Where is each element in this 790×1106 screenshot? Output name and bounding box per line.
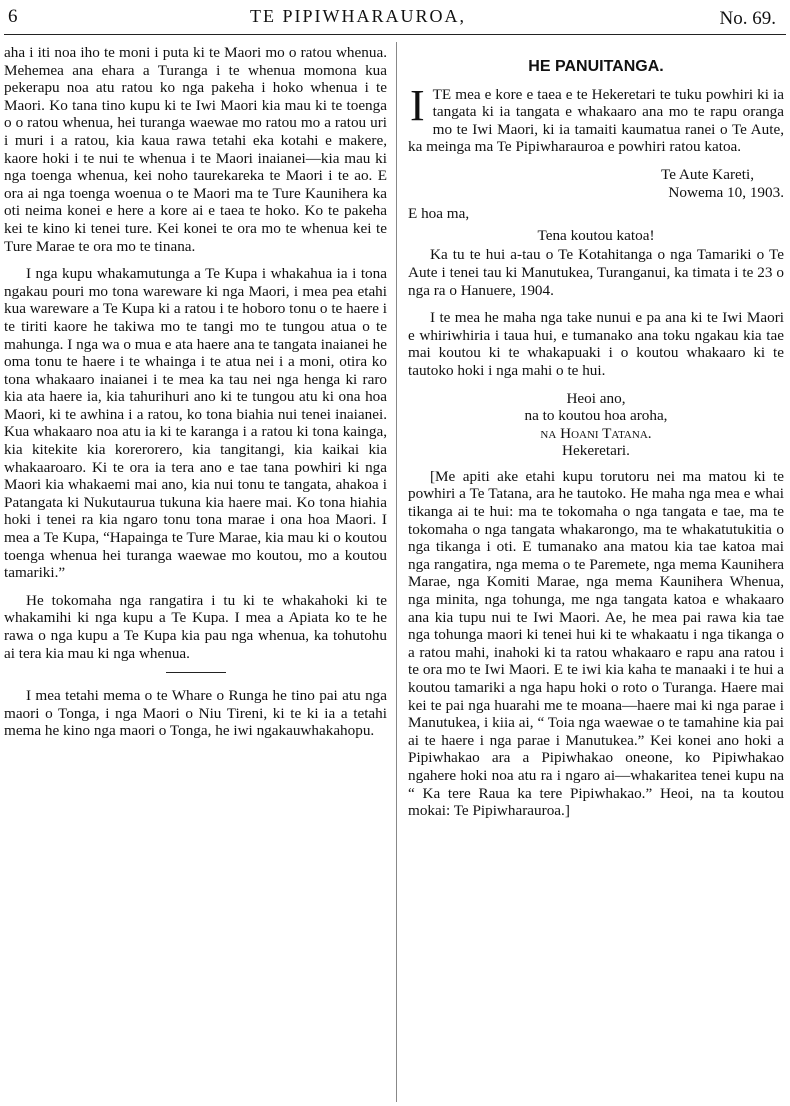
right-paragraph-2: I te mea he maha nga take nunui e pa ana ki te Iwi Maori e whiriwhiria i taua hui, e tumanako ana toku ngakau kia tae mai koutou ki te whakapuaki i o koutou whakaaro ki te tautoko hoki i nga mahi o te hui. [408,309,784,379]
right-paragraph-1: Ka tu te hui a-tau o Te Kotahitanga o nga Tamariki o Te Aute i tenei tau ki Manutukea, Turanganui, ka timata i te 23 o nga ra o Hanuere, 1904. [408,246,784,299]
salutation: E hoa ma, [408,205,470,223]
page-header [0,0,790,36]
left-paragraph-1: aha i iti noa iho te moni i puta ki te Maori mo o ratou whenua. Mehemea ana ehara a Turanga i te whenua momona kua pekerapu noa atu ratou ko nga pakeha i hoko whenua i te Maori. Ko tana tino kupu ki te Iwi Maori kia mau ki te toenga o o ratou whenua, hei turanga waewae mo ratou mo a ratou uri i muri i a ratou, kia kaua rawa tetahi eka kotahi e makere, kaore hoki i te nui te whenua i te Maori inaianei—kia mau ki nga toenga whenua, kei noho taurekareka te Maori i te ao. E ora ai nga toenga woenua o te Maori ma te Ture Kaunihera ka oti neima konei e here a kore ai e taea te hoko. Ko te pakeha kei te kino ki tenei ture. Kei konei te ora mo te whenua kei te Ture Marae te ora mo te tinana. [4,44,387,255]
issue-number: No. 69. [719,8,776,29]
header-rule [4,34,786,35]
section-separator [166,672,226,673]
drop-cap: I [410,80,425,130]
left-column [4,44,387,750]
page-number: 6 [8,6,18,27]
greeting: Tena koutou katoa! [537,226,655,244]
signature-title: Hekeretari. [562,442,630,460]
journal-title: TE PIPIWHARAUROA, [250,6,466,26]
notice-title: HE PANUITANGA. [528,58,664,75]
notice-intro: TE mea e kore e taea e te Hekeretari te tuku powhiri ki ia tangata ki ia tangata e whakaaro ana mo te rapu oranga mo te Iwi Maori, ki ia tamaiti kaumatua ranei o Te Aute, ka meinga ma Te Pipiwharauroa e powhiri ratou katoa. [408,85,784,156]
signature-name: na Hoani Tatana. [540,424,652,442]
left-paragraph-3: He tokomaha nga rangatira i tu ki te whakahoki ki te whakamihi ki nga kupu a Te Kupa. I mea a Apiata ko te he rawa o nga kupu a Te Kupa kia pau nga whenua, ka tohutohu ai tera kia mau ki nga whenua. [4,591,387,662]
editor-note: [Me apiti ake etahi kupu torutoru nei ma matou ki te powhiri a Te Tatana, ara he tautoko. He maha nga mea e whai tikanga ai te hui: ma te tokomaha o nga tangata e tae, ma te tokomaha o nga tangata whakarongo, ma te whakatutukitia o nga tikanga i oti. E tumanako ana matou kia tae katoa mai nga rangatira, nga mema o te Paremete, nga mema Kaunihera Marae, nga Komiti Marae, nga mema Kaunihera Whenua, nga minita, nga tohunga, me nga tangata katoa e whakaaro ana kia tupu nui te Iwi Maori. Ae, he mea pai rawa kia tae nga tohunga maori ki tenei hui ki te whakaatu i nga tikanga o a ratou mahi, inahoki ki ta ratou whakaaro e rapu ana ratou i te ora mo te Iwi Maori. E te iwi kia kaha te manaaki i te hui a koutou tamariki a nga hapu hoki o roto o Turanga. Haere mai kei te pai nga huarahi me te moana—haere mai ki nga parae i Manutukea, i kiia ai, “ Toia nga waewae o te tamahine kia pai ai te haere i nga parae i Manutukea.” Kei konei ano hoki a Pipiwhakao ara a Pipiwhakao oneone, ko Pipiwhakao ngahere hoki noa atu ra i ngaro ai—whakaritea tenei kupu na “ Ka tere Raua ka tere Pipiwhakao.” Heoi, na ta koutou mokai: Te Pipiwharauroa.] [408,467,784,820]
left-paragraph-4: I mea tetahi mema o te Whare o Runga he tino pai atu nga maori o Tonga, i nga Maori o Niu Tireni, ki te ki ia a tetahi mema he kino nga maori o Tonga, he iwi ngakauwhakahopu. [4,687,387,740]
place-line: Te Aute Kareti, [661,165,754,183]
closing-1: Heoi ano, [566,389,626,407]
date-line: Nowema 10, 1903. [668,183,784,201]
left-paragraph-2: I nga kupu whakamutunga a Te Kupa i whakahua ia i tona ngakau pouri mo tona wareware ki nga Maori, i mea pea etahi kua wareware a Te Kupa ki a ratou i te hoboro tonu o te haere i te tiriti kaore he takiwa mo te tangi mo te tungou atua o te mahunga. I nga wa o mua e ata haere ana te tangata inaianei he oma tonu te haere i te whainga i te atua nei i a moni, otira ko tona whakaaro inaianei i te mea ka tau nei nga henga ki raro kia ata haere ia, kia tahurihuri ano ki te tungou atu ki ona hoa Maori, ki te awhina i a ratou, ko tona biahia nui tenei inaianei. Kua whakaaro noa atu ia ki te karanga i a ratou ki tona kainga, kia kitekite kia korerorero, kia tangitangi, kia kaikai kia whakaaroaro. Ki te ora ia tera ano e tae tana powhiri ki nga Maori kia whakaemi mai ano, kia nui tonu te tangata, ahakoa i Patangata ki Nukutaurua tukuna kia haere mai. Ko tona hiahia hoki i tenei ra kia ngaro tonu tona marae i ona hoa Maori. I mea a Te Kupa, “Hapainga te Ture Marae, kia mau ki o koutou toenga whenua hei turanga waewae mo koutou, mo a koutou tamariki.” [4,265,387,582]
right-column [408,44,784,830]
closing-2: na to koutou hoa aroha, [524,407,668,425]
column-divider [396,42,397,1102]
notice-intro-block [408,80,784,156]
